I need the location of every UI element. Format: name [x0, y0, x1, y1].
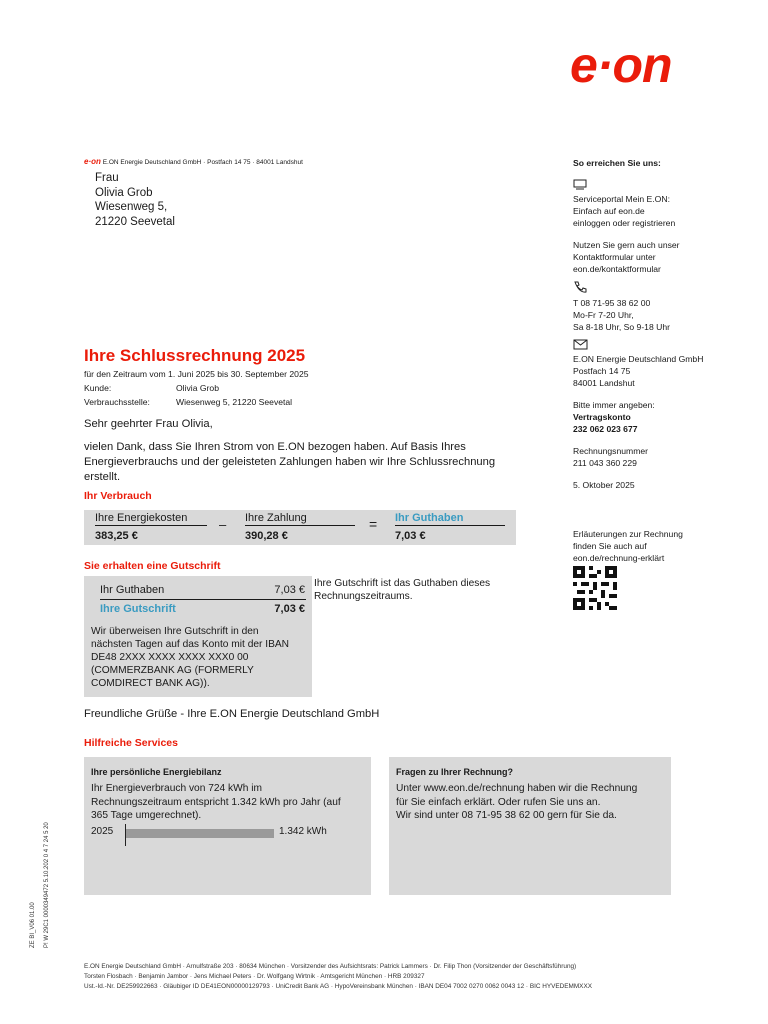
consumption-heading: Ihr Verbrauch — [84, 490, 152, 502]
credit-label: Ihr Guthaben — [395, 511, 505, 526]
sender-small-logo: e·on — [84, 157, 101, 166]
energy-balance-text: Ihr Energieverbrauch von 724 kWh im Rechnungszeitraum entspricht 1.342 kWh pro Jahr (auf 365 Tage umgerechnet). — [91, 783, 341, 821]
payment-value: 390,28 € — [245, 530, 288, 542]
please-state-label: Bitte immer angeben: — [573, 400, 655, 410]
sender-line — [84, 157, 303, 167]
page-title: Ihre Schlussrechnung 2025 — [84, 346, 306, 365]
invoice-label: Rechnungsnummer — [573, 446, 648, 456]
contact-sidebar — [573, 157, 743, 613]
recipient-line: Wiesenweg 5, — [95, 201, 168, 214]
footer-line: E.ON Energie Deutschland GmbH · Arnulfstraße 203 · 80634 München · Vorsitzender des Aufsichtsrats: Patrick Lammers · Dr. Filip Thon (Vorsitzender der Geschäftsführung) — [84, 963, 577, 970]
bar-value-label: 1.342 kWh — [279, 826, 327, 837]
footer-line: Torsten Flosbach · Benjamin Jambor · Jens Michael Peters · Dr. Wolfgang Wirtnik · Amtsgericht München · HRB 209327 — [84, 973, 425, 980]
credit-side-note: Ihre Gutschrift ist das Guthaben dieses Rechnungszeitraums. — [314, 578, 491, 602]
intro-text: vielen Dank, dass Sie Ihren Strom von E.ON bezogen haben. Auf Basis Ihres Energieverbrauchs und der geleisteten Zahlungen haben wir Ihre Schlussrechnung erstellt. — [84, 441, 496, 483]
contact-form-text: Nutzen Sie gern auch unser Kontaktformular unter eon.de/kontaktformular — [573, 240, 680, 274]
transfer-text: Wir überweisen Ihre Gutschrift in den nächsten Tagen auf das Konto mit der IBAN DE48 2XXX XXXX XXXX XXX0 00 (COMMERZBANK AG (FORMERLY COMDIRECT BANK AG)). — [91, 626, 290, 689]
side-code-1: ZE BI_V06 01.00 — [30, 902, 36, 948]
eon-logo: e·on — [570, 37, 672, 93]
sender-address: E.ON Energie Deutschland GmbH · Postfach 14 75 · 84001 Landshut — [102, 159, 303, 166]
site-value: Wiesenweg 5, 21220 Seevetal — [176, 397, 293, 407]
balance-value: 7,03 € — [274, 584, 305, 596]
cost-value: 383,25 € — [95, 530, 138, 542]
phone-icon — [573, 281, 587, 294]
billing-period: für den Zeitraum vom 1. Juni 2025 bis 30. September 2025 — [84, 369, 309, 379]
payment-label: Ihre Zahlung — [245, 511, 355, 526]
recipient-line: Frau — [95, 172, 119, 184]
qr-code-icon[interactable] — [573, 566, 617, 610]
footer — [84, 962, 744, 992]
invoice-number: 211 043 360 229 — [573, 458, 637, 468]
portal-text: Serviceportal Mein E.ON: Einfach auf eon.de einloggen oder registrieren — [573, 194, 676, 228]
customer-value: Olivia Grob — [176, 383, 219, 393]
account-number: 232 062 023 677 — [573, 424, 638, 434]
balance-row — [100, 584, 306, 600]
gutschrift-label: Ihre Gutschrift — [100, 603, 176, 615]
side-code-2: P! W 29C1 0000349472 5.10.202 0 4 7 24 5 20 — [44, 822, 50, 948]
footer-line: Ust.-Id.-Nr. DE259922663 · Gläubiger ID DE41EON00000129793 · UniCredit Bank AG · HypoVereinsbank München · IBAN DE04 7002 0270 0062 0043 12 · BIC HYVEDEMMXXX — [84, 983, 592, 990]
consumption-bar — [126, 829, 274, 838]
cost-label: Ihre Energiekosten — [95, 511, 207, 526]
site-label: Verbrauchsstelle: — [84, 397, 150, 407]
credit-note-heading: Sie erhalten eine Gutschrift — [84, 560, 221, 572]
questions-text: Unter www.eon.de/rechnung haben wir die Rechnung für Sie einfach erklärt. Oder rufen Sie uns an. Wir sind unter 08 71-95 38 62 00 gern für Sie da. — [396, 783, 638, 821]
balance-label: Ihr Guthaben — [100, 584, 165, 596]
gutschrift-value: 7,03 € — [274, 603, 305, 615]
invoice-date: 5. Oktober 2025 — [573, 480, 635, 490]
postal-address: E.ON Energie Deutschland GmbH Postfach 14 75 84001 Landshut — [573, 354, 704, 388]
credit-value: 7,03 € — [395, 530, 426, 542]
questions-title: Fragen zu Ihrer Rechnung? — [396, 767, 514, 777]
energy-balance-box — [84, 757, 371, 895]
services-heading: Hilfreiche Services — [84, 737, 178, 749]
bar-year-label: 2025 — [91, 826, 114, 837]
recipient-line: Olivia Grob — [95, 186, 153, 199]
equals-sign: = — [369, 516, 378, 532]
phone-text: T 08 71-95 38 62 00 Mo-Fr 7-20 Uhr, Sa 8-18 Uhr, So 9-18 Uhr — [573, 298, 670, 332]
monitor-icon — [573, 179, 587, 190]
account-label: Vertragskonto — [573, 412, 631, 422]
sidebar-heading: So erreichen Sie uns: — [573, 158, 661, 168]
explanation-text: Erläuterungen zur Rechnung finden Sie auch auf eon.de/rechnung-erklärt — [573, 529, 683, 563]
recipient-address — [95, 171, 175, 229]
salutation: Sehr geehrter Frau Olivia, — [84, 418, 213, 430]
recipient-line: 21220 Seevetal — [95, 215, 175, 228]
questions-box — [389, 757, 671, 895]
minus-sign: – — [219, 517, 227, 532]
closing-text: Freundliche Grüße - Ihre E.ON Energie Deutschland GmbH — [84, 708, 380, 720]
energy-balance-title: Ihre persönliche Energiebilanz — [91, 767, 222, 777]
customer-label: Kunde: — [84, 383, 112, 393]
mail-icon — [573, 339, 588, 350]
gutschrift-row — [100, 603, 306, 617]
